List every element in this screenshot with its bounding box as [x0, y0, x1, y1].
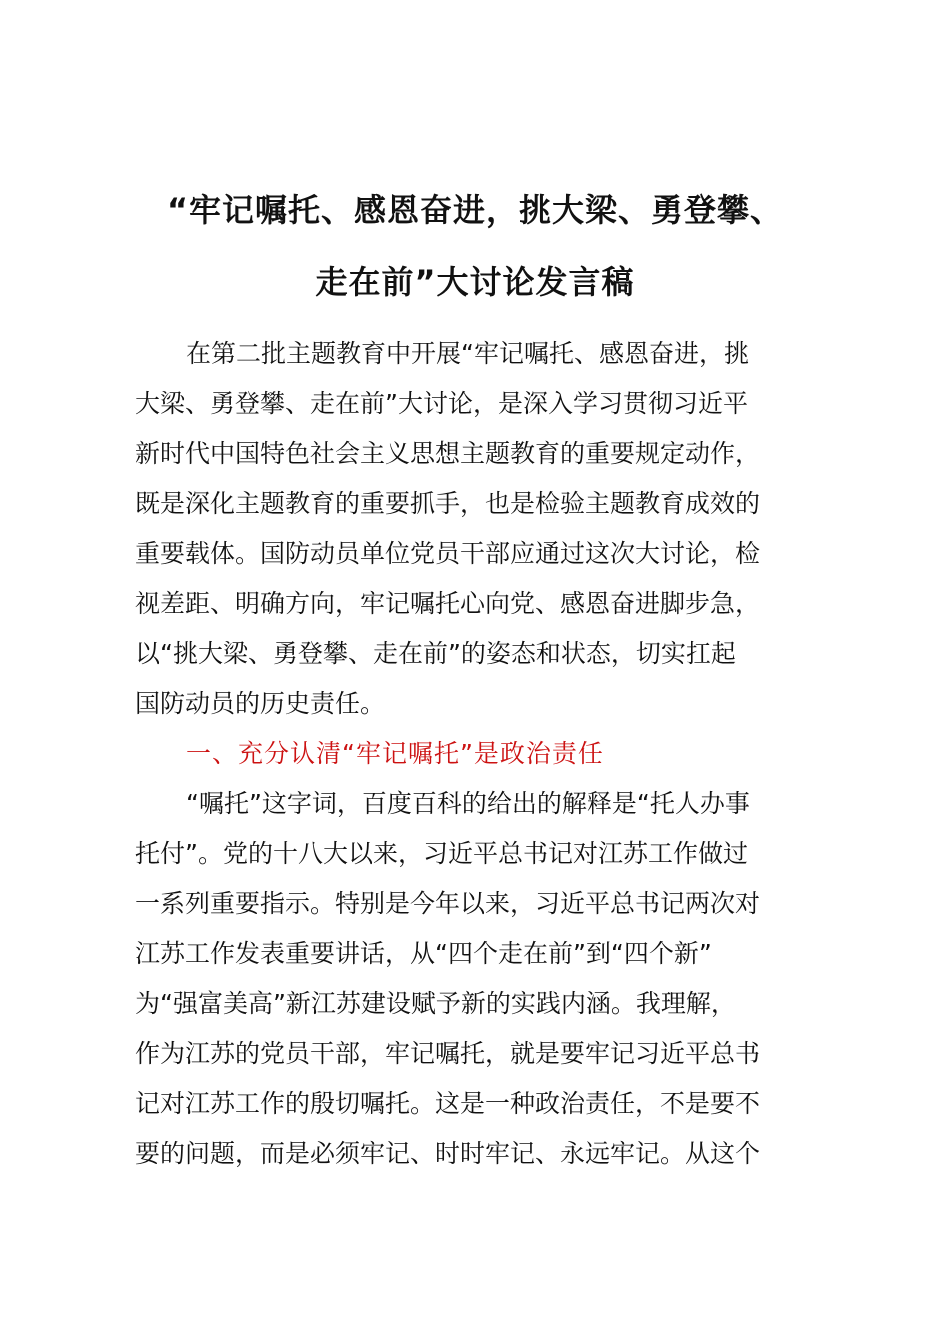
document-title-line-2: 走在前”大讨论发言稿 [315, 263, 635, 301]
paragraph-1-line-1: 在第二批主题教育中开展“牢记嘱托、感恩奋进，挑 [186, 339, 749, 368]
paragraph-1-line-6: 视差距、明确方向，牢记嘱托心向党、感恩奋进脚步急， [135, 589, 761, 618]
paragraph-2-line-4: 江苏工作发表重要讲话，从“四个走在前”到“四个新” [135, 939, 712, 968]
document-title-line-1: “牢记嘱托、感恩奋进，挑大梁、勇登攀、 [166, 191, 784, 229]
paragraph-2-line-7: 记对江苏工作的殷切嘱托。这是一种政治责任，不是要不 [135, 1089, 761, 1118]
paragraph-1-line-4: 既是深化主题教育的重要抓手，也是检验主题教育成效的 [135, 489, 761, 518]
paragraph-2-line-6: 作为江苏的党员干部，牢记嘱托，就是要牢记习近平总书 [135, 1039, 761, 1068]
paragraph-1-line-5: 重要载体。国防动员单位党员干部应通过这次大讨论，检 [135, 539, 761, 568]
paragraph-2-line-2: 托付”。党的十八大以来，习近平总书记对江苏工作做过 [135, 839, 748, 868]
paragraph-2-line-1: “嘱托”这字词，百度百科的给出的解释是“托人办事 [186, 789, 750, 818]
paragraph-1-line-7: 以“挑大梁、勇登攀、走在前”的姿态和状态，切实扛起 [135, 639, 736, 668]
paragraph-1-line-3: 新时代中国特色社会主义思想主题教育的重要规定动作， [135, 439, 761, 468]
paragraph-1-line-8: 国防动员的历史责任。 [135, 689, 386, 718]
section-1-heading: 一、充分认清“牢记嘱托”是政治责任 [186, 739, 604, 768]
paragraph-1-line-2: 大梁、勇登攀、走在前”大讨论，是深入学习贯彻习近平 [135, 389, 748, 418]
paragraph-2-line-5: 为“强富美高”新江苏建设赋予新的实践内涵。我理解， [135, 989, 736, 1018]
paragraph-2-line-8: 要的问题，而是必须牢记、时时牢记、永远牢记。从这个 [135, 1139, 761, 1168]
paragraph-2-line-3: 一系列重要指示。特别是今年以来，习近平总书记两次对 [135, 889, 761, 918]
